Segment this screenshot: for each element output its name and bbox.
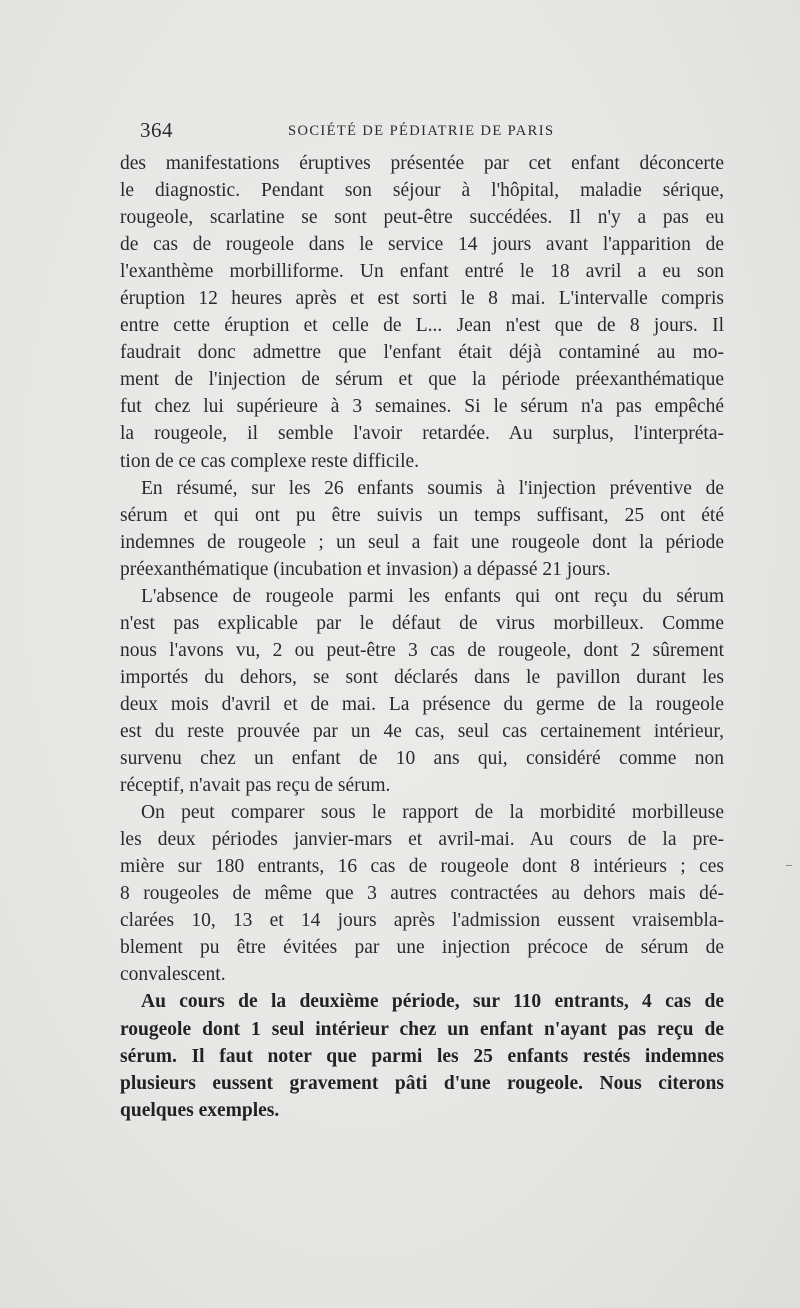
text-line: 8 rougeoles de même que 3 autres contractées au dehors mais dé-	[120, 883, 724, 905]
text-line: fut chez lui supérieure à 3 semaines. Si le sérum n'a pas empêché	[120, 396, 724, 418]
text-line: entre cette éruption et celle de L... Jean n'est que de 8 jours. Il	[120, 315, 724, 337]
page-number: 364	[140, 118, 173, 142]
text-line: mière sur 180 entrants, 16 cas de rougeole dont 8 intérieurs ; ces	[120, 856, 724, 878]
stray-mark: –	[786, 857, 792, 871]
text-line: éruption 12 heures après et est sorti le 8 mai. L'intervalle compris	[120, 288, 724, 310]
text-line: rougeole, scarlatine se sont peut-être succédées. Il n'y a pas eu	[120, 207, 724, 229]
text-line: sérum et qui ont pu être suivis un temps suffisant, 25 ont été	[120, 504, 724, 526]
text-line: la rougeole, il semble l'avoir retardée. Au surplus, l'interpréta-	[120, 423, 724, 445]
text-line: est du reste prouvée par un 4e cas, seul cas certainement intérieur,	[120, 720, 724, 742]
text-line: faudrait donc admettre que l'enfant était déjà contaminé au mo-	[120, 342, 724, 364]
text-line: deux mois d'avril et de mai. La présence du germe de la rougeole	[120, 693, 724, 715]
page-header	[140, 118, 720, 142]
text-line: n'est pas explicable par le défaut de virus morbilleux. Comme	[120, 612, 724, 634]
text-line: nous l'avons vu, 2 ou peut-être 3 cas de rougeole, dont 2 sûrement	[120, 639, 724, 661]
text-line: le diagnostic. Pendant son séjour à l'hôpital, maladie sérique,	[120, 180, 724, 202]
text-line: convalescent.	[120, 964, 226, 986]
text-line: En résumé, sur les 26 enfants soumis à l'injection préventive de	[141, 477, 724, 499]
text-line: de cas de rougeole dans le service 14 jours avant l'apparition de	[120, 234, 724, 256]
text-line: tion de ce cas complexe reste difficile.	[120, 450, 420, 472]
text-line: Au cours de la deuxième période, sur 110 entrants, 4 cas de	[141, 991, 724, 1013]
text-line: les deux périodes janvier-mars et avril-mai. Au cours de la pre-	[120, 829, 724, 851]
text-line: L'absence de rougeole parmi les enfants qui ont reçu du sérum	[141, 585, 724, 607]
text-line: clarées 10, 13 et 14 jours après l'admission eussent vraisembla-	[120, 910, 724, 932]
text-line: blement pu être évitées par une injection précoce de sérum de	[120, 937, 724, 959]
text-line: l'exanthème morbilliforme. Un enfant entré le 18 avril a eu son	[120, 261, 724, 283]
text-line: rougeole dont 1 seul intérieur chez un enfant n'ayant pas reçu de	[120, 1018, 724, 1040]
text-line: plusieurs eussent gravement pâti d'une rougeole. Nous citerons	[120, 1072, 724, 1094]
text-line: quelques exemples.	[120, 1099, 280, 1121]
text-line: sérum. Il faut noter que parmi les 25 enfants restés indemnes	[120, 1045, 724, 1067]
text-line: importés du dehors, se sont déclarés dans le pavillon durant les	[120, 666, 724, 688]
text-line: des manifestations éruptives présentée par cet enfant déconcerte	[120, 153, 724, 174]
text-line: On peut comparer sous le rapport de la morbidité morbilleuse	[141, 802, 724, 824]
text-line: préexanthématique (incubation et invasion) a dépassé 21 jours.	[120, 558, 611, 580]
text-line: indemnes de rougeole ; un seul a fait une rougeole dont la période	[120, 531, 724, 553]
text-line: réceptif, n'avait pas reçu de sérum.	[120, 775, 391, 797]
text-line: survenu chez un enfant de 10 ans qui, considéré comme non	[120, 748, 724, 770]
body-text	[120, 150, 724, 1124]
text-line: ment de l'injection de sérum et que la période préexanthématique	[120, 369, 724, 391]
running-head: SOCIÉTÉ DE PÉDIATRIE DE PARIS	[288, 123, 555, 139]
